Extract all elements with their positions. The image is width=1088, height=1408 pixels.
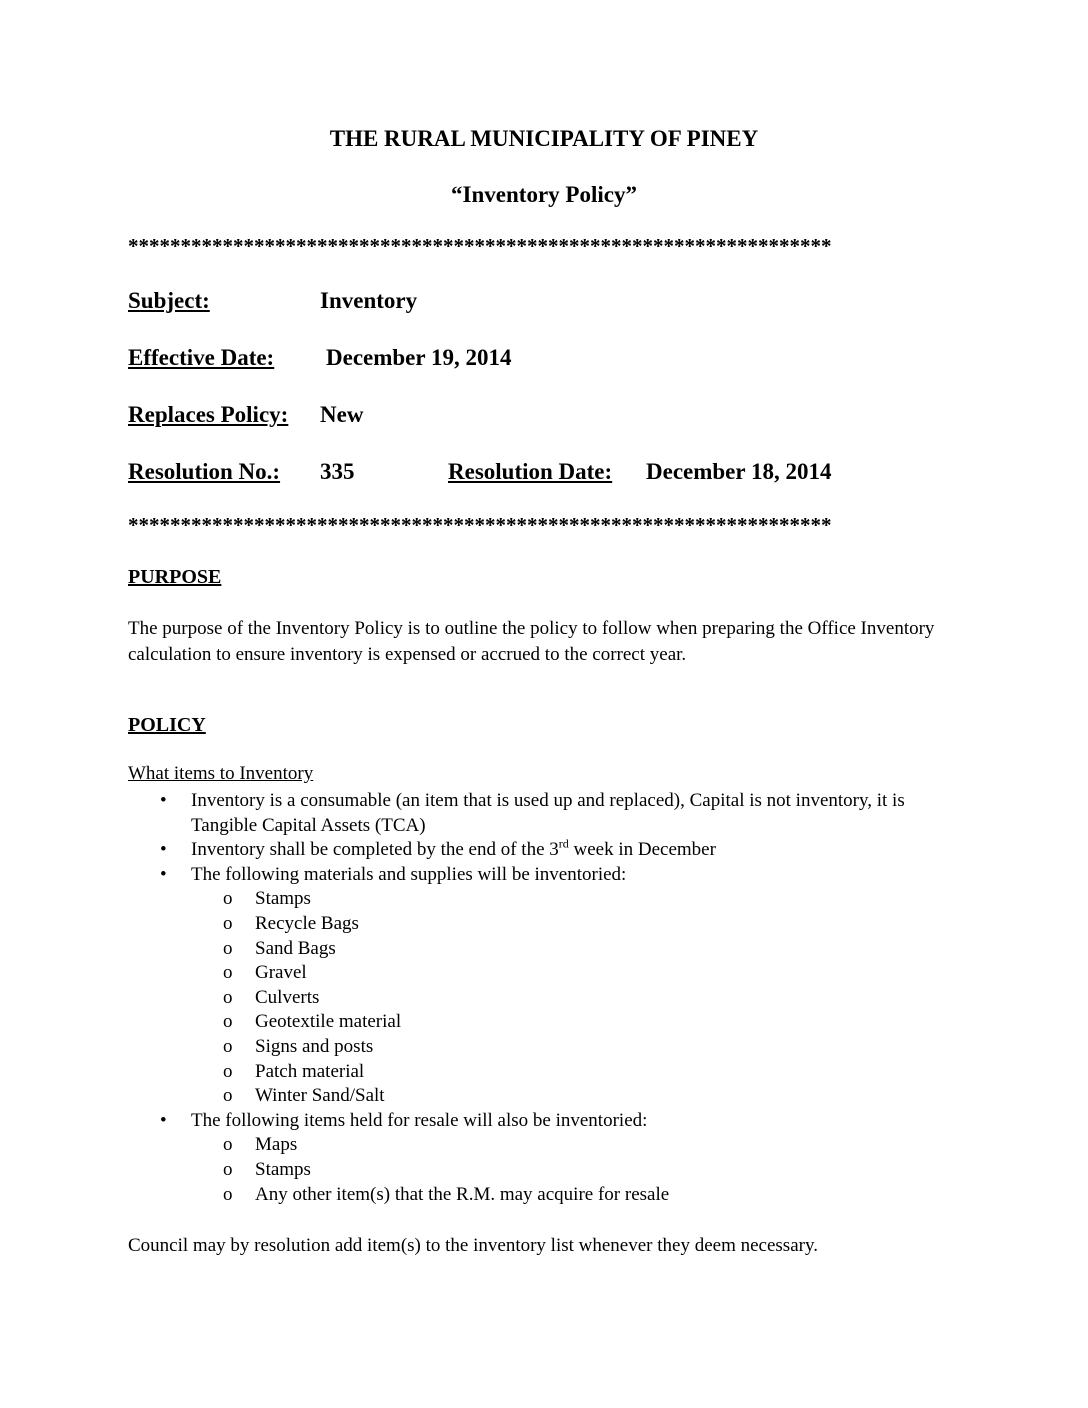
separator-stars-bottom: *******************************************************************	[128, 513, 832, 537]
list-item: o Sand Bags	[191, 937, 968, 962]
list-item: o Any other item(s) that the R.M. may acquire for resale	[191, 1183, 968, 1208]
circle-bullet-icon: o	[223, 1035, 233, 1057]
bullet-text: Inventory is a consumable (an item that is used up and replaced), Capital is not inventory, it is Tangible Capital Assets (TCA)	[191, 790, 905, 836]
resolution-number-value: 335	[320, 459, 355, 484]
bullet-icon: •	[160, 863, 167, 885]
circle-bullet-icon: o	[223, 1060, 233, 1082]
list-item: o Geotextile material	[191, 1010, 968, 1035]
list-item	[128, 789, 968, 838]
bullet-text: The following items held for resale will also be inventoried:	[191, 1109, 648, 1131]
effective-date-label: Effective Date:	[128, 345, 275, 370]
list-item: o Stamps	[191, 887, 968, 912]
list-item: o Gravel	[191, 961, 968, 986]
resolution-date-label: Resolution Date:	[448, 459, 613, 484]
circle-bullet-icon: o	[223, 912, 233, 934]
separator-stars-top: *******************************************************************	[128, 234, 832, 258]
list-item: o Signs and posts	[191, 1035, 968, 1060]
resale-list	[191, 1133, 968, 1207]
bullet-icon: •	[160, 1109, 167, 1131]
bullet-icon: •	[160, 839, 167, 861]
document-subtitle: “Inventory Policy”	[451, 182, 637, 207]
subject-value: Inventory	[320, 288, 418, 313]
policy-bullet-list	[128, 789, 968, 1207]
closing-statement: Council may by resolution add item(s) to the inventory list whenever they deem necessary.	[128, 1235, 818, 1256]
bullet-text: The following materials and supplies will be inventoried:	[191, 863, 627, 885]
replaces-policy-value: New	[320, 402, 364, 427]
circle-bullet-icon: o	[223, 962, 233, 984]
list-item: o Stamps	[191, 1158, 968, 1183]
circle-bullet-icon: o	[223, 1085, 233, 1107]
bullet-text-pre: Inventory shall be completed by the end of the 3	[191, 839, 559, 861]
bullet-icon: •	[160, 790, 167, 811]
list-item: o Culverts	[191, 986, 968, 1011]
circle-bullet-icon: o	[223, 1011, 233, 1033]
circle-bullet-icon: o	[223, 1158, 233, 1180]
list-item: o Recycle Bags	[191, 912, 968, 937]
purpose-text: The purpose of the Inventory Policy is to outline the policy to follow when preparing the Office Inventory calculation to ensure inventory is expensed or accrued to the correct year.	[128, 618, 935, 665]
circle-bullet-icon: o	[223, 888, 233, 910]
list-item	[128, 863, 968, 1109]
list-item	[128, 1109, 968, 1207]
replaces-policy-label: Replaces Policy:	[128, 402, 289, 427]
policy-subheading: What items to Inventory	[128, 763, 314, 784]
policy-heading: POLICY	[128, 714, 206, 736]
list-item: o Patch material	[191, 1060, 968, 1085]
subject-label: Subject:	[128, 288, 210, 313]
ordinal-suffix: rd	[558, 836, 569, 851]
document-title: THE RURAL MUNICIPALITY OF PINEY	[329, 126, 759, 151]
list-item: o Winter Sand/Salt	[191, 1084, 968, 1109]
circle-bullet-icon: o	[223, 986, 233, 1008]
effective-date-value: December 19, 2014	[326, 345, 512, 370]
list-item	[128, 838, 968, 863]
bullet-text-post: week in December	[568, 839, 716, 861]
circle-bullet-icon: o	[223, 1134, 233, 1156]
purpose-heading: PURPOSE	[128, 566, 222, 588]
list-item: o Maps	[191, 1133, 968, 1158]
materials-list	[191, 887, 968, 1108]
circle-bullet-icon: o	[223, 1183, 233, 1205]
resolution-number-label: Resolution No.:	[128, 459, 281, 484]
circle-bullet-icon: o	[223, 937, 233, 959]
resolution-date-value: December 18, 2014	[646, 459, 832, 484]
